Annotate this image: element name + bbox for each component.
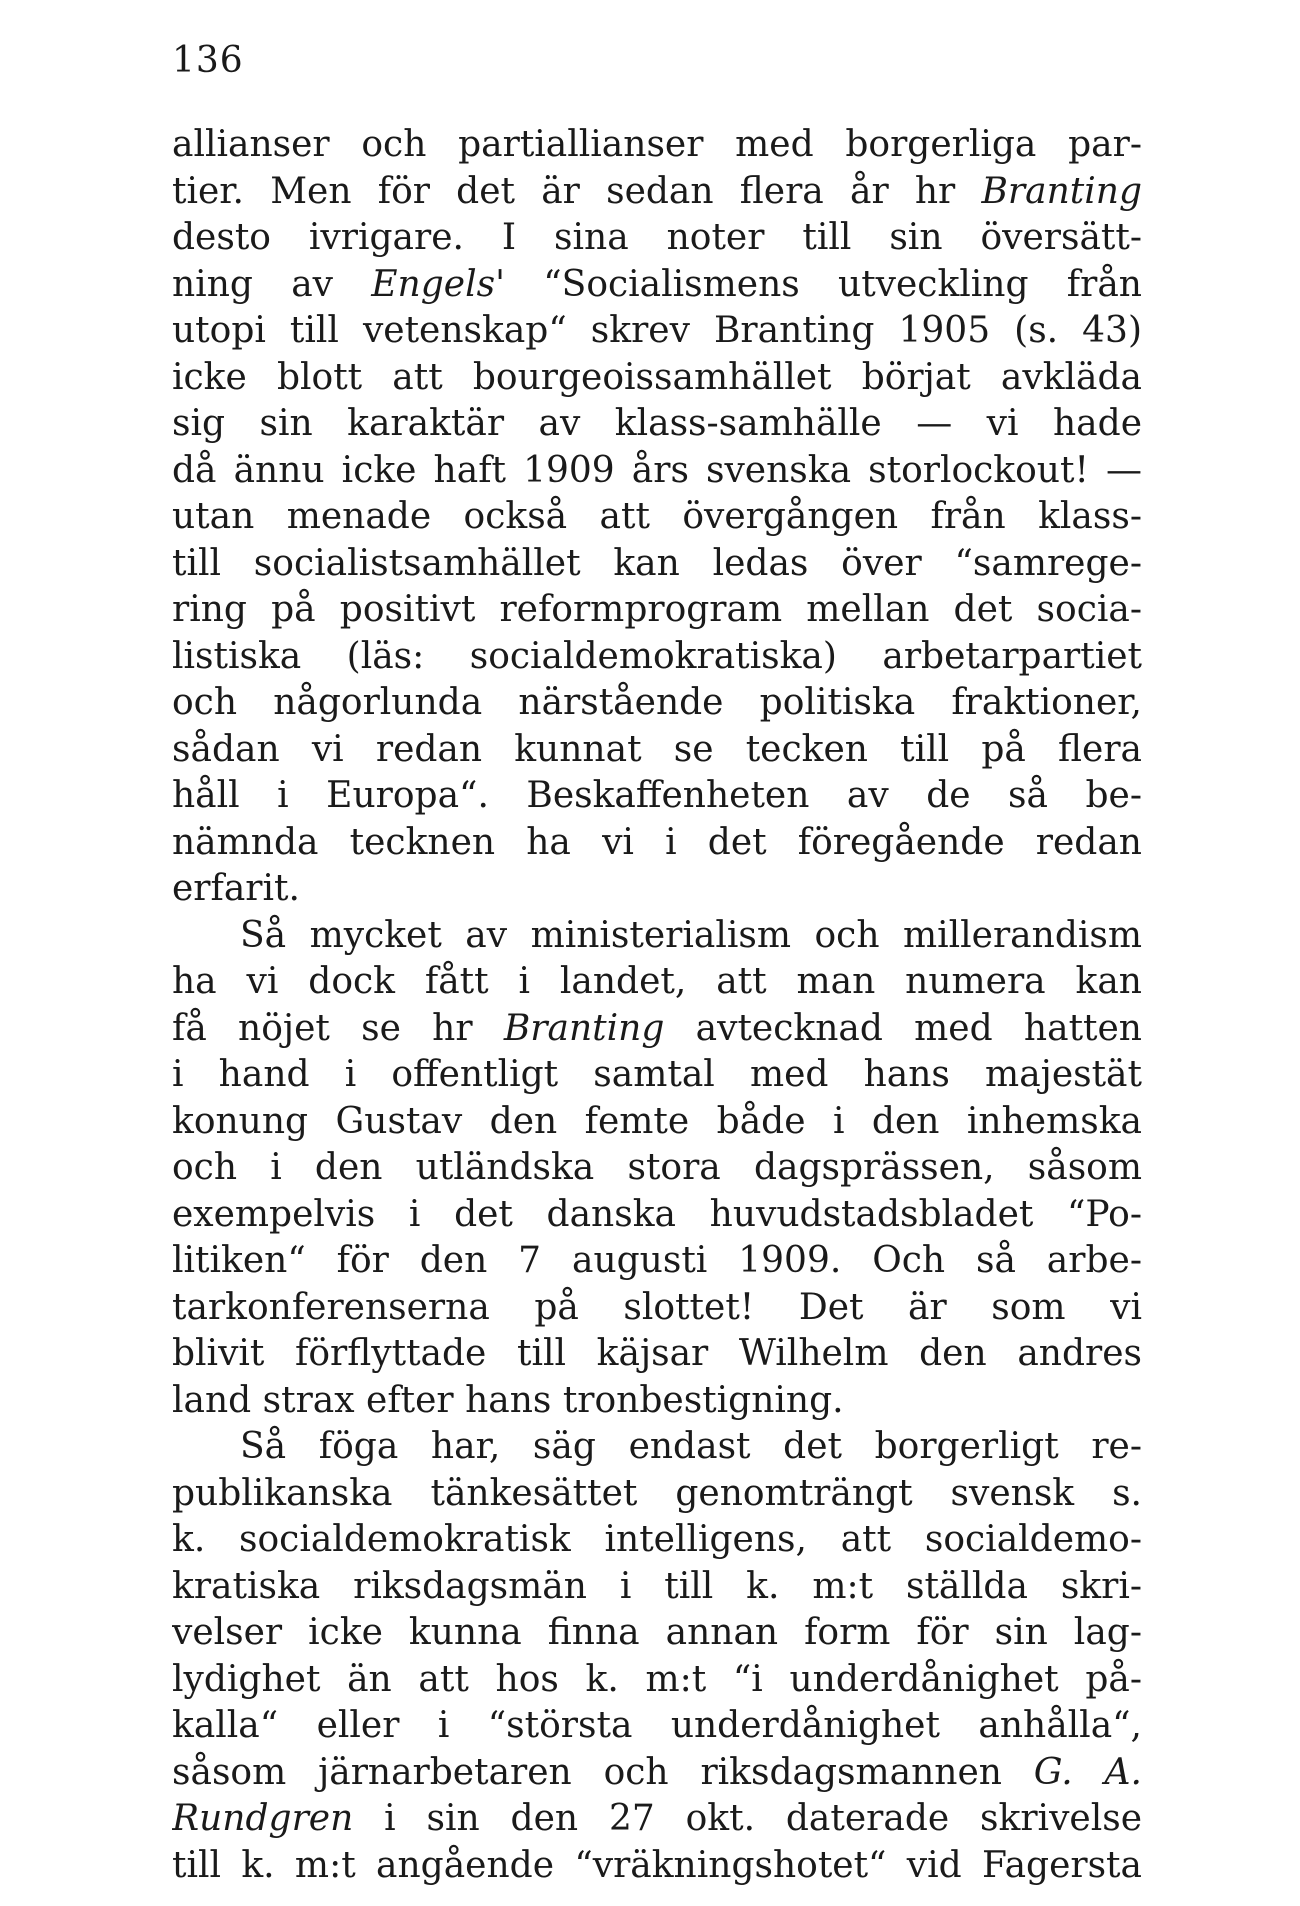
text-line — [172, 587, 1142, 634]
text-line — [172, 1750, 1142, 1797]
text-fragment: då ännu icke haft 1909 års svenska storlockout! — — [172, 449, 1142, 491]
text-line — [172, 866, 1142, 913]
text-fragment: tarkonferenserna på slottet! Det är som vi — [172, 1286, 1142, 1328]
text-line — [172, 215, 1142, 262]
text-fragment: nämnda tecknen ha vi i det föregående redan — [172, 821, 1142, 863]
text-line — [172, 634, 1142, 681]
text-line — [172, 401, 1142, 448]
text-line — [172, 1285, 1142, 1332]
text-fragment: lydighet än att hos k. m:t “i underdånighet på- — [172, 1658, 1142, 1700]
text-line — [172, 959, 1142, 1006]
text-line — [172, 1517, 1142, 1564]
text-line — [172, 122, 1142, 169]
text-line — [172, 262, 1142, 309]
text-line — [172, 1378, 1142, 1425]
italic-text-fragment: Rundgren — [172, 1798, 354, 1839]
text-fragment: såsom järnarbetaren och riksdagsmannen — [172, 1751, 1034, 1793]
text-fragment: kratiska riksdagsmän i till k. m:t ställda skri- — [172, 1565, 1142, 1607]
text-line — [172, 1564, 1142, 1611]
text-fragment: i hand i offentligt samtal med hans majestät — [172, 1054, 1142, 1095]
text-fragment: kalla“ eller i “största underdånighet anhålla“, — [172, 1705, 1142, 1746]
text-fragment: till socialistsamhället kan ledas över “samrege- — [172, 542, 1142, 584]
text-line — [172, 1331, 1142, 1378]
text-line — [172, 913, 1142, 960]
page-number: 136 — [172, 40, 244, 81]
text-line — [172, 1052, 1142, 1099]
text-line — [172, 1099, 1142, 1146]
text-fragment: ning av — [172, 263, 372, 305]
text-fragment: exempelvis i det danska huvudstadsbladet “Po- — [172, 1193, 1142, 1235]
text-fragment: icke blott att bourgeoissamhället börjat avkläda — [172, 356, 1142, 398]
text-line — [172, 727, 1142, 774]
text-line — [172, 541, 1142, 588]
text-fragment: desto ivrigare. I sina noter till sin översätt- — [172, 217, 1142, 258]
text-line — [172, 1238, 1142, 1285]
text-line — [172, 355, 1142, 402]
text-fragment: konung Gustav den femte både i den inhemska — [172, 1100, 1142, 1142]
text-line — [172, 773, 1142, 820]
text-line — [172, 1424, 1142, 1471]
text-fragment: få nöjet se hr — [172, 1007, 504, 1049]
text-fragment: Så föga har, säg endast det borgerligt re- — [240, 1426, 1142, 1467]
text-fragment: listiska (läs: socialdemokratiska) arbetarpartiet — [172, 635, 1142, 677]
text-fragment: k. socialdemokratisk intelligens, att socialdemo- — [172, 1519, 1142, 1560]
italic-text-fragment: Branting — [503, 1007, 665, 1049]
text-line — [172, 494, 1142, 541]
text-line — [172, 1145, 1142, 1192]
text-line — [172, 1610, 1142, 1657]
body-text — [172, 122, 1142, 1889]
text-fragment: blivit förflyttade till käjsar Wilhelm den andres — [172, 1333, 1142, 1374]
text-line — [172, 448, 1142, 495]
text-line — [172, 169, 1142, 216]
text-fragment: håll i Europa“. Beskaffenheten av de så be- — [172, 775, 1142, 816]
text-fragment: ha vi dock fått i landet, att man numera kan — [172, 961, 1142, 1002]
text-fragment: tier. Men för det är sedan flera år hr — [172, 170, 982, 212]
text-line — [172, 1006, 1142, 1053]
text-line — [172, 1657, 1142, 1704]
text-line — [172, 1843, 1142, 1890]
text-fragment: “Socialismens utveckling från — [504, 263, 1142, 305]
text-fragment: ring på positivt reformprogram mellan det socia- — [172, 589, 1142, 630]
text-fragment: publikanska tänkesättet genomträngt svensk s. — [172, 1472, 1142, 1514]
text-line — [172, 1192, 1142, 1239]
text-line — [172, 308, 1142, 355]
text-line — [172, 1703, 1142, 1750]
italic-text-fragment: Branting — [981, 170, 1142, 212]
text-fragment: litiken“ för den 7 augusti 1909. Och så arbe- — [172, 1240, 1142, 1281]
text-fragment: till k. m:t angående “vräkningshotet“ vid Fagersta — [172, 1844, 1142, 1886]
text-fragment: utopi till vetenskap“ skrev Branting 1905 (s. 43) — [172, 310, 1142, 351]
text-fragment: och någorlunda närstående politiska fraktioner, — [172, 682, 1142, 723]
text-fragment: erfarit. — [172, 868, 300, 909]
text-fragment: sådan vi redan kunnat se tecken till på flera — [172, 728, 1142, 770]
text-fragment: velser icke kunna finna annan form för sin lag- — [172, 1612, 1142, 1653]
text-fragment: avtecknad med hatten — [664, 1007, 1142, 1049]
text-fragment: Så mycket av ministerialism och millerandism — [240, 914, 1142, 956]
text-line — [172, 1471, 1142, 1518]
text-line — [172, 820, 1142, 867]
text-fragment: utan menade också att övergången från klass- — [172, 496, 1142, 537]
text-fragment: i sin den 27 okt. daterade skrivelse — [353, 1798, 1142, 1839]
text-line — [172, 680, 1142, 727]
text-fragment: allianser och partiallianser med borgerliga par- — [172, 124, 1142, 165]
text-line — [172, 1796, 1142, 1843]
italic-text-fragment: Engels' — [371, 263, 505, 305]
text-fragment: land strax efter hans tronbestigning. — [172, 1379, 844, 1421]
italic-text-fragment: G. A. — [1033, 1751, 1142, 1793]
text-fragment: sig sin karaktär av klass-samhälle — vi hade — [172, 403, 1142, 444]
text-fragment: och i den utländska stora dagsprässen, såsom — [172, 1147, 1142, 1188]
